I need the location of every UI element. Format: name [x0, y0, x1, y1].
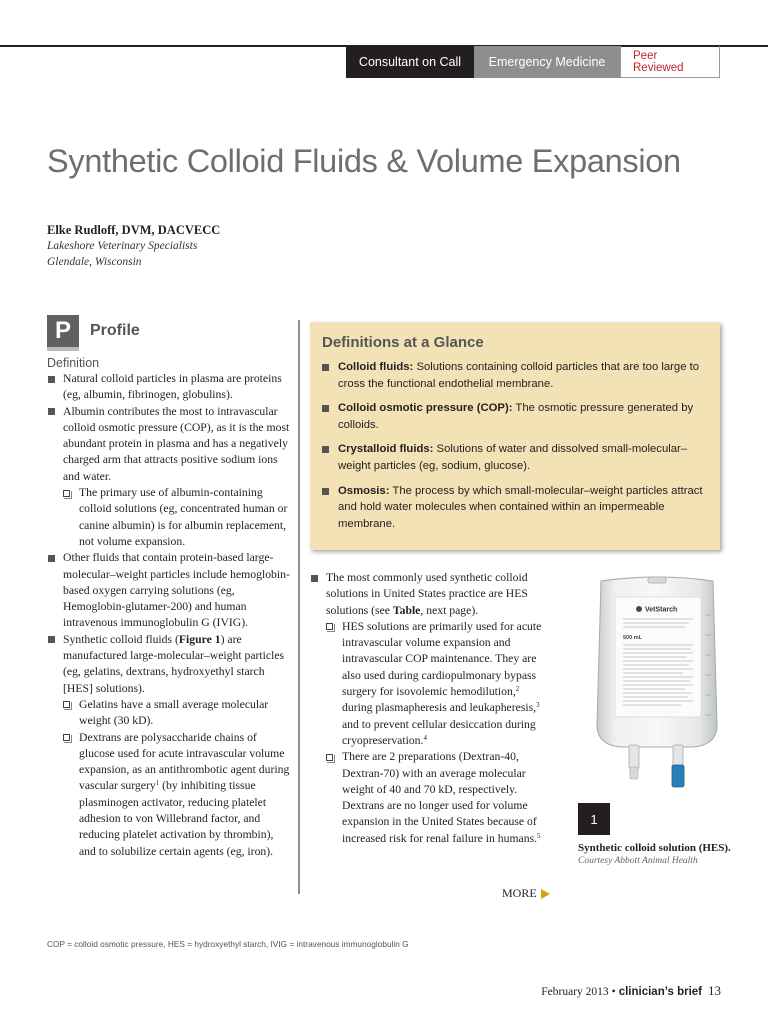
sub-bullet-text: HES solutions are primarily used for acute intravascular volume expansion and intravascular COP maintenance. They are also used during cardiopulmonary bypass surgery for isovolemic hemodilution, — [342, 619, 542, 699]
sub-bullet-text: Dextrans are polysaccharide chains of glucose used for acute intravascular volume expansion, as an antithrombotic agent during vascular surgery — [79, 730, 290, 793]
checkbox-bullet-icon — [326, 754, 333, 761]
bag-volume: 500 mL — [623, 635, 642, 641]
publication-name: clinician’s brief — [618, 986, 702, 998]
definition-text: The process by which small-molecular–weight particles attract and hold water molecules when contained within an impermeable membrane. — [338, 484, 703, 530]
bag-hanger — [648, 577, 666, 583]
sub-bullet-text: The primary use of albumin-containing colloid solutions (eg, concentrated human or canine albumin) is for albumin replacement, not volume expansion. — [79, 486, 288, 548]
bullet-text: The most commonly used synthetic colloid solutions in United States practice are HES solutions (see — [326, 571, 528, 617]
iv-bag-image — [593, 575, 721, 790]
author-block — [47, 222, 220, 270]
middle-column — [310, 570, 552, 847]
profile-heading — [47, 315, 140, 347]
sub-bullet-item — [310, 619, 552, 749]
sub-bullet-item — [47, 485, 291, 550]
definition-item — [322, 359, 708, 392]
square-bullet-icon — [48, 636, 55, 643]
square-bullet-icon — [311, 575, 318, 582]
bullet-item — [47, 371, 291, 404]
definition-text: Solutions of water and dissolved small-molecular–weight particles (eg, sodium, glucose). — [338, 443, 688, 472]
author-affiliation: Lakeshore Veterinary Specialists — [47, 240, 198, 252]
square-bullet-icon — [322, 405, 329, 412]
square-bullet-icon — [48, 555, 55, 562]
tag-section: Consultant on Call — [346, 46, 474, 78]
bullet-text: Natural colloid particles in plasma are proteins (eg, albumin, fibrinogen, globulins). — [63, 372, 282, 402]
play-arrow-icon — [541, 889, 550, 899]
table-ref: Table — [392, 603, 421, 617]
tag-peer-reviewed: Peer Reviewed — [620, 46, 720, 78]
figure-caption — [578, 842, 748, 868]
sub-bullet-text: (by inhibiting tissue plasminogen activator, reducing platelet adhesion to von Willebrand factor, and reducing platelet activation by thrombin), and to solubilize certain agents (eg, iron). — [79, 779, 274, 858]
definition-term: Colloid osmotic pressure (COP): — [338, 402, 513, 415]
sub-bullet-text: There are 2 preparations (Dextran-40, Dextran-70) with an average molecular weight of 40 and 70 kD, respectively. Dextrans are no longer used for volume expansion in the United States because of increased risk for renal failure in humans. — [342, 750, 538, 845]
definition-term: Osmosis: — [338, 484, 390, 497]
definitions-title: Definitions at a Glance — [322, 334, 484, 351]
sub-bullet-text: during plasmapheresis and leukapheresis, — [342, 701, 537, 715]
definition-term: Colloid fluids: — [338, 361, 414, 373]
square-bullet-icon — [48, 376, 55, 383]
sub-bullet-item — [47, 730, 291, 860]
sub-bullet-text: Gelatins have a small average molecular weight (30 kD). — [79, 697, 269, 728]
author-name: Elke Rudloff, DVM, DACVECC — [47, 223, 221, 237]
tag-specialty: Emergency Medicine — [474, 46, 620, 78]
issue-date: February 2013 — [541, 986, 609, 998]
bag-port-left-cap — [630, 767, 638, 779]
bag-port-left — [629, 745, 639, 769]
definition-text: The osmotic pressure generated by colloids. — [338, 402, 694, 431]
sub-bullet-item — [47, 697, 291, 730]
bullet-text: ) are manufactured large-molecular–weight particles (eg, gelatins, dextrans, hydroxyethyl starch [HES] solutions). — [63, 632, 285, 695]
checkbox-bullet-icon — [63, 701, 70, 708]
square-bullet-icon — [322, 364, 329, 371]
article-title: Synthetic Colloid Fluids & Volume Expansion — [47, 143, 681, 179]
author-location: Glendale, Wisconsin — [47, 256, 142, 268]
definition-text: Solutions containing colloid particles that are too large to cross the functional endothelial membrane. — [338, 361, 700, 390]
bag-logo — [636, 606, 642, 612]
definition-subheading: Definition — [47, 356, 100, 370]
more-label: MORE — [502, 886, 537, 900]
definitions-box — [310, 322, 720, 550]
page-number: 13 — [708, 983, 721, 998]
figure-number-badge: 1 — [578, 803, 610, 835]
bullet-text: , next page). — [420, 603, 479, 617]
left-column — [47, 371, 291, 860]
sub-bullet-text: and to prevent cellular desiccation during cryopreservation. — [342, 717, 536, 747]
figure-ref: Figure 1 — [178, 632, 221, 646]
abbreviation-footnote: COP = colloid osmotic pressure, HES = hydroxyethyl starch, IVIG = intravenous immunoglobulin G — [47, 939, 409, 949]
bullet-item — [47, 404, 291, 485]
citation: 1 — [155, 779, 160, 788]
square-bullet-icon — [322, 446, 329, 453]
profile-letter-icon: P — [47, 315, 79, 347]
bullet-text: Albumin contributes the most to intravascular colloid osmotic pressure (COP), as it is the most abundant protein in plasma and has a negatively charged arm that attracts positive sodium ions and water. — [63, 404, 290, 483]
bullet-separator: • — [611, 986, 616, 998]
citation: 3 — [536, 701, 540, 710]
profile-label: Profile — [90, 322, 140, 339]
figure-credit: Courtesy Abbott Animal Health — [578, 856, 698, 866]
checkbox-bullet-icon — [63, 490, 70, 497]
citation: 4 — [423, 733, 427, 742]
definition-item — [322, 483, 708, 533]
citation: 5 — [537, 831, 541, 840]
sub-bullet-item — [310, 749, 552, 847]
definition-item — [322, 400, 708, 433]
definition-item — [322, 441, 708, 474]
square-bullet-icon — [322, 488, 329, 495]
citation: 2 — [515, 685, 520, 694]
definition-term: Crystalloid fluids: — [338, 443, 434, 456]
bullet-text: Other fluids that contain protein-based large-molecular–weight particles include hemoglobin-based oxygen carrying solutions (eg, Hemoglobin-glutamer-200) and human intravenous immunoglobulin G (IVIG). — [63, 551, 290, 630]
square-bullet-icon — [48, 408, 55, 415]
column-divider — [298, 320, 300, 894]
bullet-item — [310, 570, 552, 619]
page-folio — [541, 983, 721, 999]
bullet-text: Synthetic colloid fluids ( — [63, 632, 179, 646]
checkbox-bullet-icon — [326, 623, 333, 630]
section-tags — [346, 46, 720, 78]
bullet-item — [47, 632, 291, 697]
bag-port-right-cap — [672, 765, 684, 787]
more-link[interactable] — [502, 886, 550, 901]
bag-brand: VetStarch — [645, 606, 678, 614]
bullet-item — [47, 550, 291, 631]
checkbox-bullet-icon — [63, 734, 70, 741]
figure-caption-title: Synthetic colloid solution (HES). — [578, 842, 731, 854]
